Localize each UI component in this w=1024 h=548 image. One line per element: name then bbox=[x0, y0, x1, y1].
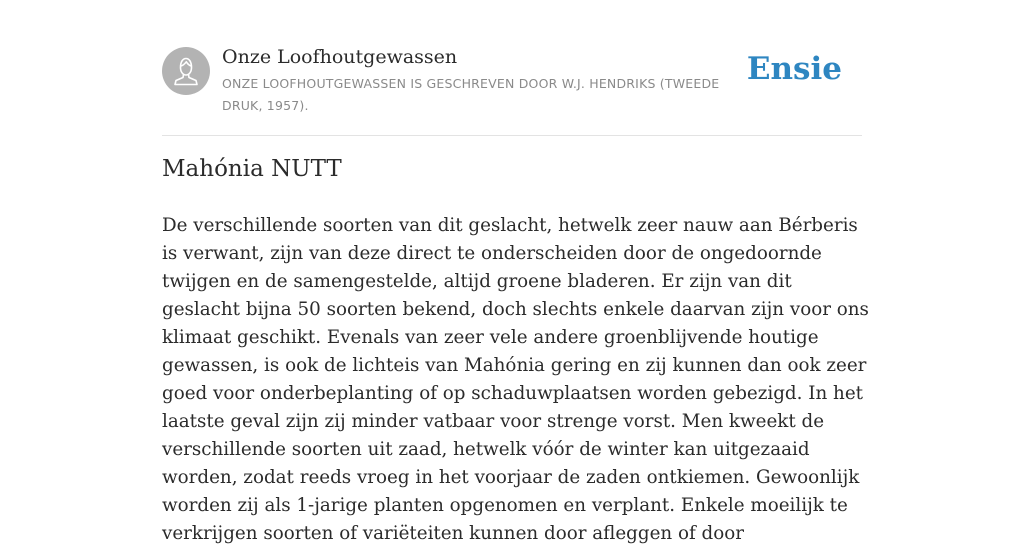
entry-title: Mahónia NUTT bbox=[162, 156, 342, 182]
book-description: ONZE LOOFHOUTGEWASSEN IS GESCHREVEN DOOR W.J. HENDRIKS (TWEEDE DRUK, 1957). bbox=[222, 76, 720, 113]
ensie-logo-link[interactable]: Ensie bbox=[746, 51, 842, 87]
user-icon bbox=[162, 47, 210, 95]
entry-body: De verschillende soorten van dit geslacht, hetwelk zeer nauw aan Bérberis is verwant, zijn van deze direct te onderscheiden door de ongedoornde twijgen en de samengestelde, altijd groene bladeren. Er zijn van dit geslacht bijna 50 soorten bekend, doch slechts enkele daarvan zijn voor ons klimaat geschikt. Evenals van zeer vele andere groenblijvende houtige gewassen, is ook de lichteis van Mahónia gering en zij kunnen dan ook zeer goed voor onderbeplanting of op schaduwplaatsen worden gebezigd. In het laatste geval zijn zij minder vatbaar voor strenge vorst. Men kweekt de verschillende soorten uit zaad, hetwelk vóór de winter kan uitgezaaid worden, zodat reeds vroeg in het voorjaar de zaden ontkiemen. Gewoonlijk worden zij als 1-jarige planten opgenomen en verplant. Enkele moeilijk te verkrijgen soorten of variëteiten kunnen door afleggen of door bbox=[162, 215, 869, 544]
book-title[interactable]: Onze Loofhoutgewassen bbox=[222, 46, 458, 68]
book-header bbox=[162, 45, 862, 136]
